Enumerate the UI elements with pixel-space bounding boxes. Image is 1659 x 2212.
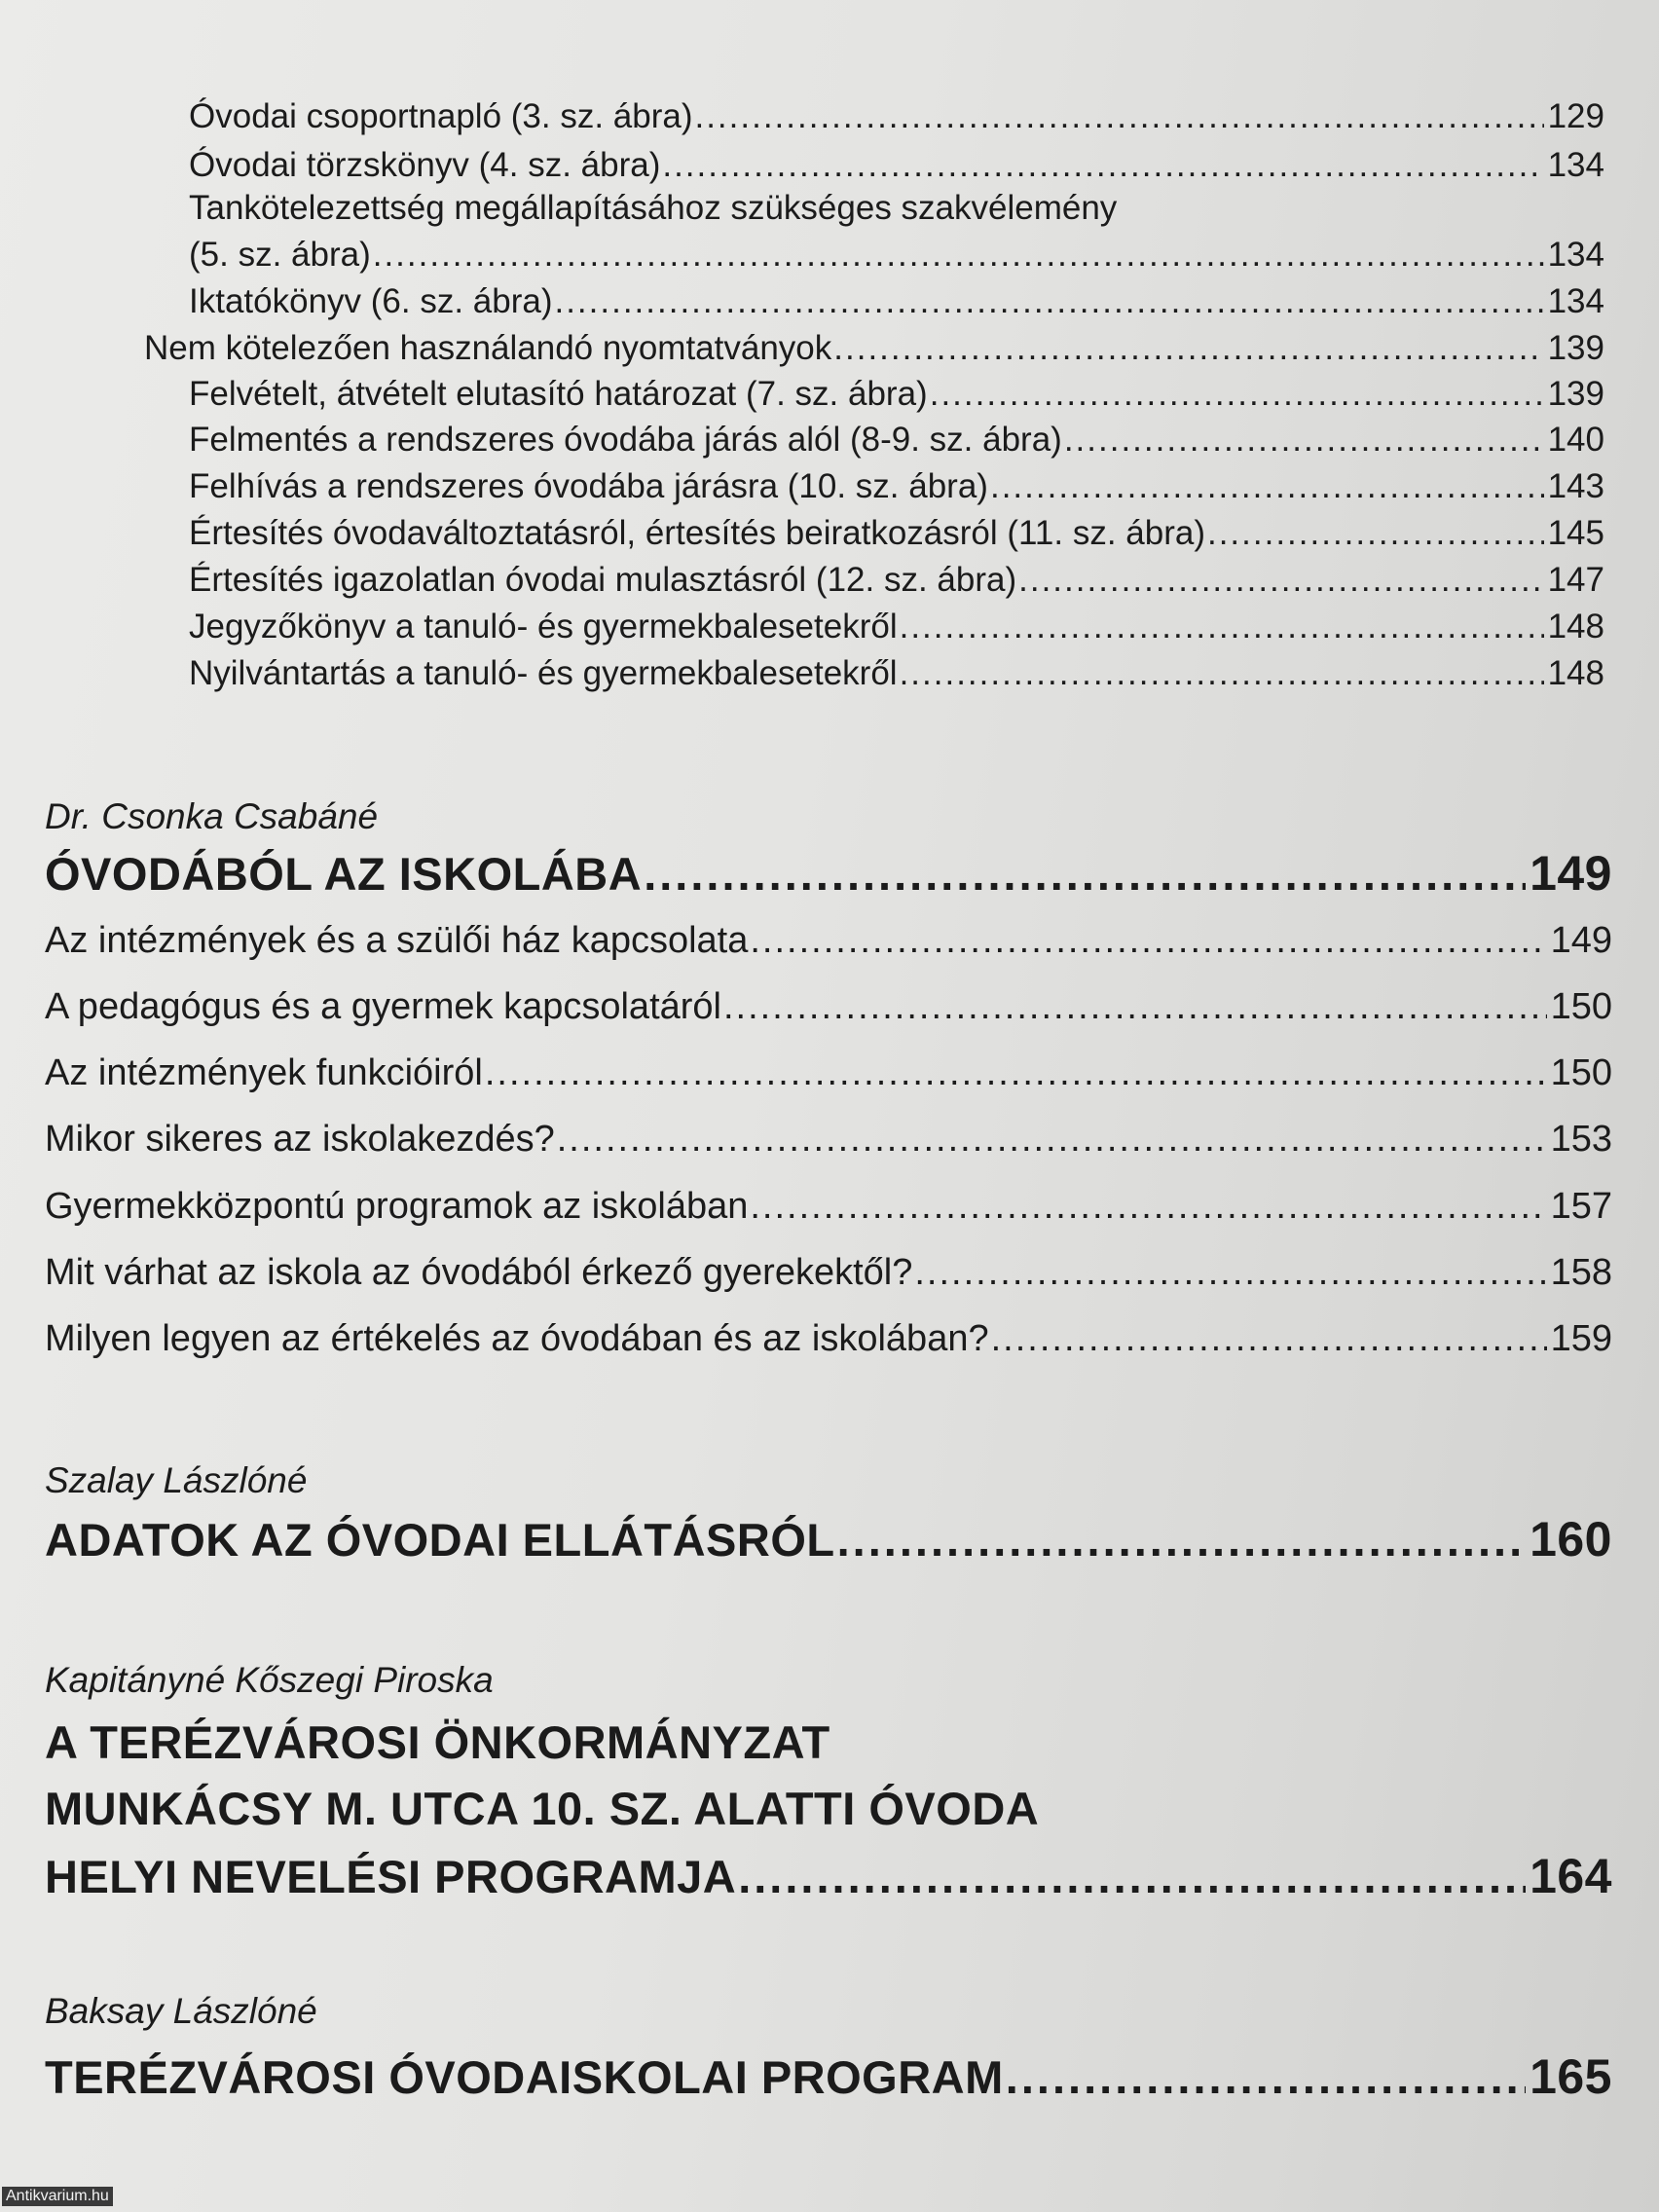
chapter-page: 164 xyxy=(1530,1849,1612,1903)
chapter-page: 160 xyxy=(1530,1512,1612,1567)
entry-label: Nem kötelezően használandó nyomtatványok xyxy=(144,329,832,367)
toc-entry xyxy=(45,986,1612,1028)
dot-leader xyxy=(1207,514,1544,553)
toc-entry xyxy=(189,421,1604,460)
chapter-title: ÓVODÁBÓL AZ ISKOLÁBA xyxy=(45,848,643,900)
dot-leader xyxy=(750,1186,1546,1228)
toc-entry xyxy=(189,654,1604,693)
chapter-title: HELYI NEVELÉSI PROGRAMJA xyxy=(45,1851,737,1902)
entry-page: 147 xyxy=(1547,561,1604,599)
chapter-title-line: A TERÉZVÁROSI ÖNKORMÁNYZAT xyxy=(45,1716,830,1768)
entry-label: Óvodai törzskönyv (4. sz. ábra) xyxy=(189,146,661,184)
chapter-title-entry xyxy=(45,1848,1612,1904)
dot-leader xyxy=(900,654,1544,693)
chapter-title-entry xyxy=(45,2048,1612,2105)
entry-page: 143 xyxy=(1547,467,1604,505)
entry-page: 134 xyxy=(1547,282,1604,320)
entry-label-line1: Tankötelezettség megállapításához szükséges szakvélemény xyxy=(189,189,1118,227)
dot-leader xyxy=(373,236,1544,275)
entry-page: 150 xyxy=(1550,1052,1612,1093)
entry-page: 148 xyxy=(1547,654,1604,692)
chapter-title-entry xyxy=(45,845,1612,902)
dot-leader xyxy=(1006,2050,1526,2104)
dot-leader xyxy=(900,608,1544,646)
toc-entry xyxy=(189,561,1604,600)
entry-label: Gyermekközpontú programok az iskolában xyxy=(45,1186,749,1227)
entry-page: 129 xyxy=(1547,97,1604,135)
entry-label: Értesítés óvodaváltoztatásról, értesítés beiratkozásról (11. sz. ábra) xyxy=(189,514,1205,552)
toc-entry xyxy=(189,97,1604,136)
entry-label: A pedagógus és a gyermek kapcsolatáról xyxy=(45,986,721,1027)
entry-label: Felmentés a rendszeres óvodába járás alól (8-9. sz. ábra) xyxy=(189,421,1062,459)
entry-label: Mikor sikeres az iskolakezdés? xyxy=(45,1119,555,1160)
entry-page: 157 xyxy=(1550,1186,1612,1227)
dot-leader xyxy=(990,467,1544,506)
toc-entry xyxy=(189,236,1604,275)
chapter-page: 149 xyxy=(1530,846,1612,901)
entry-label: Nyilvántartás a tanuló- és gyermekbalesetekről xyxy=(189,654,898,692)
watermark: Antikvarium.hu xyxy=(2,2187,113,2206)
toc-entry xyxy=(45,920,1612,962)
dot-leader xyxy=(750,920,1546,962)
dot-leader xyxy=(644,847,1526,901)
toc-entry xyxy=(189,375,1604,414)
entry-page: 139 xyxy=(1547,375,1604,413)
entry-label: Óvodai csoportnapló (3. sz. ábra) xyxy=(189,97,693,135)
entry-label: Jegyzőkönyv a tanuló- és gyermekbalesetekről xyxy=(189,608,898,645)
toc-entry xyxy=(45,1119,1612,1161)
dot-leader xyxy=(554,282,1543,321)
entry-page: 140 xyxy=(1547,421,1604,459)
dot-leader xyxy=(914,1252,1546,1294)
entry-label: (5. sz. ábra) xyxy=(189,236,371,274)
toc-entry xyxy=(189,282,1604,321)
entry-label: Iktatókönyv (6. sz. ábra) xyxy=(189,282,553,320)
chapter-author: Dr. Csonka Csabáné xyxy=(45,796,379,836)
entry-page: 134 xyxy=(1547,146,1604,184)
dot-leader xyxy=(723,986,1547,1028)
entry-label: Milyen legyen az értékelés az óvodában és az iskolában? xyxy=(45,1318,989,1359)
chapter-title: TERÉZVÁROSI ÓVODAISKOLAI PROGRAM xyxy=(45,2051,1004,2103)
entry-label: Az intézmények és a szülői ház kapcsolata xyxy=(45,920,749,961)
toc-entry xyxy=(45,1252,1612,1294)
chapter-title-line: MUNKÁCSY M. UTCA 10. SZ. ALATTI ÓVODA xyxy=(45,1783,1040,1834)
dot-leader xyxy=(833,329,1543,368)
toc-section-entry xyxy=(144,329,1604,368)
dot-leader xyxy=(557,1119,1547,1161)
dot-leader xyxy=(485,1052,1547,1094)
toc-entry xyxy=(189,467,1604,506)
dot-leader xyxy=(1064,421,1544,460)
dot-leader xyxy=(930,375,1544,414)
chapter-author: Szalay Lászlóné xyxy=(45,1460,308,1500)
entry-page: 134 xyxy=(1547,236,1604,274)
toc-entry xyxy=(189,146,1604,185)
toc-entry xyxy=(189,608,1604,646)
entry-label: Értesítés igazolatlan óvodai mulasztásról (12. sz. ábra) xyxy=(189,561,1017,599)
chapter-title: ADATOK AZ ÓVODAI ELLÁTÁSRÓL xyxy=(45,1514,835,1566)
entry-page: 159 xyxy=(1550,1318,1612,1359)
entry-page: 153 xyxy=(1550,1119,1612,1160)
entry-page: 148 xyxy=(1547,608,1604,645)
toc-entry xyxy=(45,1318,1612,1360)
entry-page: 158 xyxy=(1550,1252,1612,1293)
chapter-author: Kapitányné Kőszegi Piroska xyxy=(45,1660,494,1700)
entry-page: 149 xyxy=(1550,920,1612,961)
entry-label: Az intézmények funkcióiról xyxy=(45,1052,483,1093)
dot-leader xyxy=(738,1850,1526,1903)
entry-page: 139 xyxy=(1547,329,1604,367)
toc-entry xyxy=(45,1052,1612,1094)
chapter-page: 165 xyxy=(1530,2049,1612,2104)
entry-label: Felvételt, átvételt elutasító határozat (7. sz. ábra) xyxy=(189,375,928,413)
chapter-title-entry xyxy=(45,1511,1612,1567)
entry-label: Mit várhat az iskola az óvodából érkező gyerekektől? xyxy=(45,1252,913,1293)
entry-label: Felhívás a rendszeres óvodába járásra (10. sz. ábra) xyxy=(189,467,988,505)
entry-page: 150 xyxy=(1550,986,1612,1027)
dot-leader xyxy=(837,1513,1526,1567)
entry-page: 145 xyxy=(1547,514,1604,552)
toc-entry xyxy=(189,514,1604,553)
dot-leader xyxy=(991,1318,1547,1360)
dot-leader xyxy=(694,97,1543,136)
dot-leader xyxy=(1018,561,1543,600)
dot-leader xyxy=(662,146,1543,185)
chapter-author: Baksay Lászlóné xyxy=(45,1991,317,2031)
toc-entry xyxy=(45,1186,1612,1228)
